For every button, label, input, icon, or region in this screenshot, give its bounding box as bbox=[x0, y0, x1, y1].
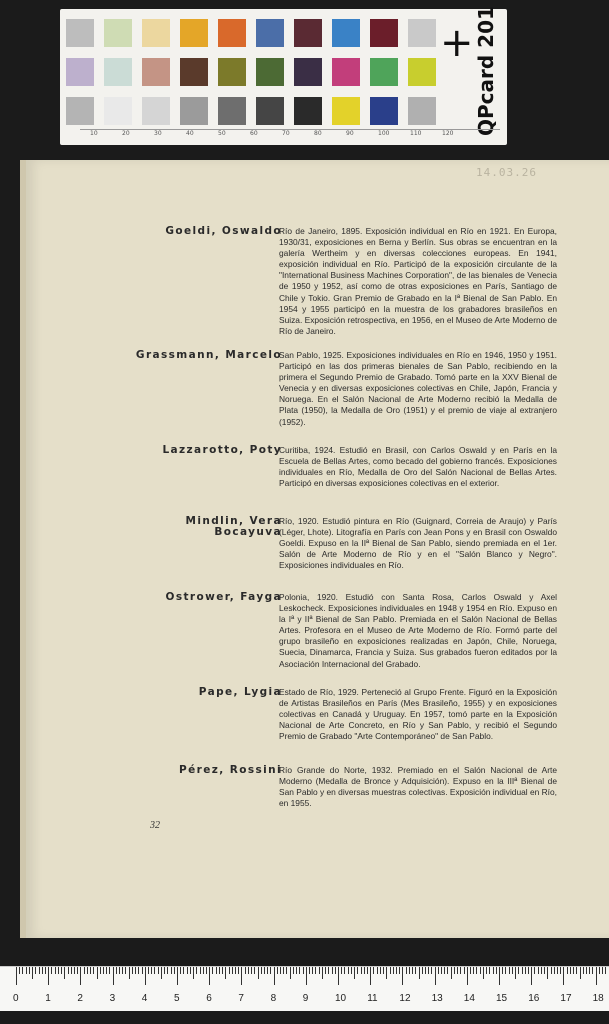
ruler-tick bbox=[148, 967, 149, 974]
ruler-tick bbox=[483, 967, 484, 979]
ruler-tick bbox=[457, 967, 458, 974]
color-swatch bbox=[332, 19, 360, 47]
ruler-tick bbox=[367, 967, 368, 974]
card-scale-label: 70 bbox=[282, 130, 290, 137]
ruler-tick bbox=[580, 967, 581, 979]
ruler-tick bbox=[557, 967, 558, 974]
ruler-tick bbox=[151, 967, 152, 974]
ruler-tick bbox=[460, 967, 461, 974]
color-swatch bbox=[294, 19, 322, 47]
color-swatch bbox=[370, 97, 398, 125]
ruler-tick bbox=[322, 967, 323, 979]
card-scale-label: 80 bbox=[314, 130, 322, 137]
artist-name-line: Bocayuva bbox=[214, 526, 282, 538]
ruler-tick bbox=[200, 967, 201, 974]
color-swatch bbox=[66, 19, 94, 47]
ruler-tick bbox=[164, 967, 165, 974]
ruler-tick bbox=[55, 967, 56, 974]
ruler-tick bbox=[48, 967, 49, 985]
ruler-tick bbox=[393, 967, 394, 974]
ruler-tick bbox=[100, 967, 101, 974]
ruler-tick bbox=[219, 967, 220, 974]
color-swatch bbox=[142, 97, 170, 125]
ruler-label: 7 bbox=[238, 993, 244, 1004]
artist-biography: Río Grande do Norte, 1932. Premiado en el Salón Nacional de Arte Moderno (Medalla de Bronce y Adquisición). Expuso en la IIIª Bienal de San Pablo y en diversas muestras colectivas. Exposición individual en Río, en 1955. bbox=[279, 765, 557, 809]
ruler-tick bbox=[309, 967, 310, 974]
ruler-label: 1 bbox=[45, 993, 51, 1004]
ruler-tick bbox=[119, 967, 120, 974]
ruler-tick bbox=[90, 967, 91, 974]
ruler-tick bbox=[293, 967, 294, 974]
ruler-tick bbox=[505, 967, 506, 974]
ruler-tick bbox=[357, 967, 358, 974]
ruler-tick bbox=[306, 967, 307, 985]
ruler-tick bbox=[113, 967, 114, 985]
ruler-tick bbox=[174, 967, 175, 974]
ruler-tick bbox=[554, 967, 555, 974]
artist-biography: Río, 1920. Estudió pintura en Río (Guignard, Correia de Araujo) y París (Léger, Lhote). Litografía en París con Jean Pons y en Brasil con Oswaldo Goeldi. Expuso en la IIª Bienal de San Pablo, siendo premiada en el 1er. Salón de Arte Moderno de Río y en el "Salón Blanco y Negro". Exposiciones individuales en Río. bbox=[279, 516, 557, 571]
ruler-tick bbox=[222, 967, 223, 974]
ruler-tick bbox=[93, 967, 94, 974]
color-swatch bbox=[142, 19, 170, 47]
ruler-tick bbox=[161, 967, 162, 979]
crosshair-icon: + bbox=[440, 20, 474, 66]
ruler-tick bbox=[209, 967, 210, 985]
ruler-label: 15 bbox=[496, 993, 508, 1004]
artist-name-line: Lazzarotto, Poty bbox=[162, 444, 282, 456]
ruler-tick bbox=[409, 967, 410, 974]
color-swatch bbox=[332, 97, 360, 125]
ruler-tick bbox=[444, 967, 445, 974]
ruler-label: 13 bbox=[431, 993, 443, 1004]
ruler-tick bbox=[406, 967, 407, 974]
ruler-tick bbox=[605, 967, 606, 974]
ruler-tick bbox=[560, 967, 561, 974]
ruler-tick bbox=[541, 967, 542, 974]
ruler-tick bbox=[193, 967, 194, 979]
card-scale bbox=[80, 129, 500, 144]
artist-name bbox=[106, 516, 282, 538]
archive-stamp: 14.03.26 bbox=[476, 166, 537, 179]
ruler-tick bbox=[335, 967, 336, 974]
ruler-label: 0 bbox=[13, 993, 19, 1004]
ruler-tick bbox=[486, 967, 487, 974]
color-swatch bbox=[104, 19, 132, 47]
ruler-tick bbox=[138, 967, 139, 974]
artist-name bbox=[106, 350, 282, 361]
ruler-tick bbox=[196, 967, 197, 974]
ruler-tick bbox=[496, 967, 497, 974]
ruler-tick bbox=[39, 967, 40, 974]
color-swatch bbox=[294, 58, 322, 86]
ruler-tick bbox=[361, 967, 362, 974]
artist-biography: Estado de Río, 1929. Perteneció al Grupo Frente. Figuró en la Exposición de Artistas Brasileños en París (Mes Brasileño, 1955) y en exposiciones colectivas en Canadá y Uruguay. En 1957, tomó parte en la Exposición Nacional de Arte Concreto, en Río y San Pablo, y recibió el Segundo Premio de Grabado "Arte Contemporáneo" de San Pablo. bbox=[279, 687, 557, 742]
ruler-tick bbox=[77, 967, 78, 974]
color-swatch bbox=[180, 19, 208, 47]
ruler-tick bbox=[493, 967, 494, 974]
ruler-tick bbox=[528, 967, 529, 974]
ruler-tick bbox=[489, 967, 490, 974]
book-page bbox=[20, 160, 609, 938]
ruler-tick bbox=[303, 967, 304, 974]
ruler-tick bbox=[338, 967, 339, 985]
ruler-tick bbox=[531, 967, 532, 985]
ruler-tick bbox=[422, 967, 423, 974]
ruler-tick bbox=[364, 967, 365, 974]
ruler-tick bbox=[435, 967, 436, 985]
ruler-tick bbox=[254, 967, 255, 974]
ruler-tick bbox=[518, 967, 519, 974]
artist-name-line: Goeldi, Oswaldo bbox=[165, 225, 282, 237]
ruler-tick bbox=[370, 967, 371, 985]
card-scale-label: 120 bbox=[442, 130, 454, 137]
ruler-tick bbox=[235, 967, 236, 974]
ruler-tick bbox=[74, 967, 75, 974]
color-swatch bbox=[408, 19, 436, 47]
ruler-label: 2 bbox=[77, 993, 83, 1004]
ruler-tick bbox=[441, 967, 442, 974]
ruler-tick bbox=[245, 967, 246, 974]
ruler-tick bbox=[183, 967, 184, 974]
ruler-tick bbox=[154, 967, 155, 974]
ruler-tick bbox=[315, 967, 316, 974]
ruler-tick bbox=[377, 967, 378, 974]
ruler-tick bbox=[438, 967, 439, 974]
ruler-tick bbox=[216, 967, 217, 974]
artist-biography: Río de Janeiro, 1895. Exposición individual en Río en 1921. En Europa, 1930/31, exposiciones en Berna y Berlín. Sus obras se encuentran en la galería Wertheim y en diversas colecciones europeas. En 1941, exposición individual en Río. Participó de la exposición circulante de la "International Business Machines Corporation", de las bienales de Venecia de 1950 y 1952, así como de otras exposiciones en París, Santiago de Chile y Tokio. Gran Premio de Grabado en la Iª Bienal de San Pablo. En 1954 y 1955 participó en la muestra de los grabadores brasileños en Suiza. Exposición retrospectiva, en 1956, en el Museo de Arte Moderno de Río de Janeiro. bbox=[279, 226, 557, 336]
artist-name bbox=[106, 687, 282, 698]
ruler-tick bbox=[180, 967, 181, 974]
color-swatch bbox=[218, 97, 246, 125]
color-swatch bbox=[104, 58, 132, 86]
ruler-label: 6 bbox=[206, 993, 212, 1004]
ruler-tick bbox=[258, 967, 259, 979]
ruler-tick bbox=[399, 967, 400, 974]
ruler-tick bbox=[97, 967, 98, 979]
ruler-tick bbox=[386, 967, 387, 979]
ruler-label: 5 bbox=[174, 993, 180, 1004]
ruler-tick bbox=[32, 967, 33, 979]
color-swatch bbox=[218, 58, 246, 86]
ruler-tick bbox=[570, 967, 571, 974]
ruler-tick bbox=[534, 967, 535, 974]
ruler-tick bbox=[390, 967, 391, 974]
ruler-tick bbox=[106, 967, 107, 974]
color-swatch bbox=[218, 19, 246, 47]
artist-biography: Polonia, 1920. Estudió con Santa Rosa, Carlos Oswald y Axel Leskocheck. Exposiciones individuales en 1948 y 1954 en Río. Expuso en la Iª y IIª Bienal de San Pablo. Premiada en el Salón Nacional de Bellas Artes. Profesora en el Museo de Arte Moderno de Río. Formó parte del grupo brasileño en exposiciones realizadas en Japón, Chile, Noruega, Suecia, Dinamarca, Francia y Suiza. Sus grabados fueron editados por la Asociación Internacional del Grabado. bbox=[279, 592, 557, 669]
ruler-tick bbox=[16, 967, 17, 985]
artist-name bbox=[106, 445, 282, 456]
ruler-tick bbox=[602, 967, 603, 974]
ruler-tick bbox=[547, 967, 548, 979]
card-scale-label: 30 bbox=[154, 130, 162, 137]
ruler-tick bbox=[596, 967, 597, 985]
color-swatch bbox=[256, 19, 284, 47]
card-scale-label: 50 bbox=[218, 130, 226, 137]
card-scale-label: 90 bbox=[346, 130, 354, 137]
color-swatch bbox=[256, 97, 284, 125]
ruler-tick bbox=[576, 967, 577, 974]
ruler-tick bbox=[277, 967, 278, 974]
ruler-tick bbox=[567, 967, 568, 974]
ruler-tick bbox=[290, 967, 291, 979]
ruler-tick bbox=[177, 967, 178, 985]
ruler-tick bbox=[348, 967, 349, 974]
ruler-tick bbox=[412, 967, 413, 974]
ruler-tick bbox=[232, 967, 233, 974]
artist-name bbox=[106, 226, 282, 237]
ruler-tick bbox=[480, 967, 481, 974]
ruler-tick bbox=[419, 967, 420, 979]
artist-biography: San Pablo, 1925. Exposiciones individuales en Río en 1946, 1950 y 1951. Participó en las dos primeras bienales de San Pablo, recibiendo en la primera el Segundo Premio de Grabado. Tomó parte en la XXV Bienal de Venecia y en diversas exposiciones colectivas en Chile, Japón, Francia y Noruega. En el Salón Nacional de Arte Moderno recibió la Medalla de Plata (1950), la Medalla de Oro (1951) y el premio de viaje al extranjero (1952). bbox=[279, 350, 557, 427]
ruler-tick bbox=[573, 967, 574, 974]
artist-name-line: Ostrower, Fayga bbox=[165, 591, 282, 603]
ruler-tick bbox=[373, 967, 374, 974]
ruler-tick bbox=[68, 967, 69, 974]
ruler-tick bbox=[563, 967, 564, 985]
ruler-label: 14 bbox=[463, 993, 475, 1004]
ruler-tick bbox=[286, 967, 287, 974]
ruler-tick bbox=[325, 967, 326, 974]
ruler-tick bbox=[551, 967, 552, 974]
ruler-tick bbox=[464, 967, 465, 974]
ruler-tick bbox=[312, 967, 313, 974]
ruler-tick bbox=[145, 967, 146, 985]
ruler-tick bbox=[132, 967, 133, 974]
ruler-label: 12 bbox=[399, 993, 411, 1004]
color-calibration-card bbox=[60, 6, 507, 145]
ruler-tick bbox=[402, 967, 403, 985]
ruler-tick bbox=[103, 967, 104, 974]
ruler-tick bbox=[135, 967, 136, 974]
ruler-tick bbox=[396, 967, 397, 974]
ruler-label: 4 bbox=[141, 993, 148, 1004]
ruler-tick bbox=[586, 967, 587, 974]
color-swatch bbox=[104, 97, 132, 125]
color-swatch bbox=[142, 58, 170, 86]
ruler-tick bbox=[525, 967, 526, 974]
color-swatch bbox=[256, 58, 284, 86]
ruler-tick bbox=[467, 967, 468, 985]
ruler-tick bbox=[522, 967, 523, 974]
ruler-tick bbox=[296, 967, 297, 974]
ruler-tick bbox=[125, 967, 126, 974]
ruler-tick bbox=[454, 967, 455, 974]
ruler-tick bbox=[473, 967, 474, 974]
ruler-label: 9 bbox=[302, 993, 309, 1004]
color-swatch bbox=[294, 97, 322, 125]
artist-name bbox=[106, 592, 282, 603]
ruler-tick bbox=[451, 967, 452, 979]
ruler-tick bbox=[599, 967, 600, 974]
ruler-tick bbox=[351, 967, 352, 974]
measurement-ruler bbox=[0, 966, 609, 1011]
artist-name-line: Grassmann, Marcelo bbox=[135, 349, 282, 361]
ruler-tick bbox=[267, 967, 268, 974]
ruler-tick bbox=[383, 967, 384, 974]
card-scale-label: 110 bbox=[410, 130, 422, 137]
ruler-tick bbox=[544, 967, 545, 974]
ruler-tick bbox=[589, 967, 590, 974]
ruler-tick bbox=[274, 967, 275, 985]
ruler-tick bbox=[35, 967, 36, 974]
ruler-tick bbox=[538, 967, 539, 974]
ruler-tick bbox=[341, 967, 342, 974]
ruler-tick bbox=[512, 967, 513, 974]
ruler-tick bbox=[248, 967, 249, 974]
ruler-tick bbox=[42, 967, 43, 974]
ruler-tick bbox=[61, 967, 62, 974]
color-swatch bbox=[180, 97, 208, 125]
ruler-tick bbox=[476, 967, 477, 974]
ruler-tick bbox=[425, 967, 426, 974]
ruler-tick bbox=[238, 967, 239, 974]
ruler-tick bbox=[64, 967, 65, 979]
ruler-tick bbox=[515, 967, 516, 979]
ruler-tick bbox=[241, 967, 242, 985]
ruler-tick bbox=[225, 967, 226, 979]
color-swatch bbox=[370, 19, 398, 47]
ruler-tick bbox=[158, 967, 159, 974]
card-scale-label: 100 bbox=[378, 130, 390, 137]
ruler-tick bbox=[109, 967, 110, 974]
ruler-tick bbox=[380, 967, 381, 974]
ruler-tick bbox=[229, 967, 230, 974]
ruler-tick bbox=[415, 967, 416, 974]
ruler-tick bbox=[187, 967, 188, 974]
artist-name-line: Mindlin, Vera bbox=[185, 515, 282, 527]
color-swatch bbox=[66, 58, 94, 86]
ruler-tick bbox=[51, 967, 52, 974]
ruler-tick bbox=[283, 967, 284, 974]
ruler-tick bbox=[87, 967, 88, 974]
ruler-tick bbox=[212, 967, 213, 974]
ruler-tick bbox=[470, 967, 471, 974]
card-scale-label: 60 bbox=[250, 130, 258, 137]
ruler-tick bbox=[190, 967, 191, 974]
card-brand-logo: QPcard 201 bbox=[474, 6, 498, 136]
ruler-tick bbox=[80, 967, 81, 985]
ruler-tick bbox=[344, 967, 345, 974]
ruler-tick bbox=[29, 967, 30, 974]
ruler-tick bbox=[45, 967, 46, 974]
ruler-tick bbox=[270, 967, 271, 974]
ruler-tick bbox=[354, 967, 355, 979]
ruler-tick bbox=[142, 967, 143, 974]
artist-name bbox=[106, 765, 282, 776]
ruler-tick bbox=[251, 967, 252, 974]
ruler-label: 10 bbox=[335, 993, 347, 1004]
color-swatch bbox=[370, 58, 398, 86]
card-scale-label: 40 bbox=[186, 130, 194, 137]
ruler-tick bbox=[499, 967, 500, 985]
ruler-tick bbox=[171, 967, 172, 974]
page-number: 32 bbox=[150, 820, 160, 831]
ruler-tick bbox=[280, 967, 281, 974]
color-swatch bbox=[66, 97, 94, 125]
color-swatch bbox=[180, 58, 208, 86]
ruler-tick bbox=[261, 967, 262, 974]
ruler-tick bbox=[328, 967, 329, 974]
color-swatch bbox=[408, 58, 436, 86]
ruler-label: 17 bbox=[560, 993, 572, 1004]
ruler-tick bbox=[58, 967, 59, 974]
artist-name-line: Pape, Lygia bbox=[198, 686, 282, 698]
ruler-tick bbox=[447, 967, 448, 974]
ruler-tick bbox=[19, 967, 20, 974]
ruler-tick bbox=[167, 967, 168, 974]
color-swatch bbox=[408, 97, 436, 125]
ruler-tick bbox=[84, 967, 85, 974]
ruler-tick bbox=[502, 967, 503, 974]
card-scale-label: 10 bbox=[90, 130, 98, 137]
ruler-label: 16 bbox=[528, 993, 540, 1004]
artist-name-line: Pérez, Rossini bbox=[179, 764, 282, 776]
ruler-tick bbox=[206, 967, 207, 974]
ruler-tick bbox=[264, 967, 265, 974]
ruler-tick bbox=[583, 967, 584, 974]
ruler-label: 3 bbox=[109, 993, 116, 1004]
ruler-label: 11 bbox=[367, 993, 378, 1004]
ruler-tick bbox=[299, 967, 300, 974]
color-swatch bbox=[332, 58, 360, 86]
ruler-label: 8 bbox=[270, 993, 277, 1004]
ruler-tick bbox=[71, 967, 72, 974]
ruler-tick bbox=[22, 967, 23, 974]
artist-biography: Curitiba, 1924. Estudió en Brasil, con Carlos Oswald y en París en la Escuela de Bellas Artes, como becado del gobierno francés. Exposiciones individuales en Río, Medalla de Oro del Salón Nacional de Bellas Artes. Participó en diversas exposiciones colectivas en el exterior. bbox=[279, 445, 557, 489]
ruler-tick bbox=[332, 967, 333, 974]
ruler-tick bbox=[129, 967, 130, 979]
ruler-label: 18 bbox=[592, 993, 604, 1004]
ruler-tick bbox=[592, 967, 593, 974]
ruler-tick bbox=[26, 967, 27, 974]
ruler-tick bbox=[428, 967, 429, 974]
ruler-tick bbox=[319, 967, 320, 974]
card-scale-label: 20 bbox=[122, 130, 130, 137]
ruler-tick bbox=[431, 967, 432, 974]
ruler-tick bbox=[509, 967, 510, 974]
ruler-tick bbox=[203, 967, 204, 974]
ruler-tick bbox=[116, 967, 117, 974]
ruler-tick bbox=[122, 967, 123, 974]
